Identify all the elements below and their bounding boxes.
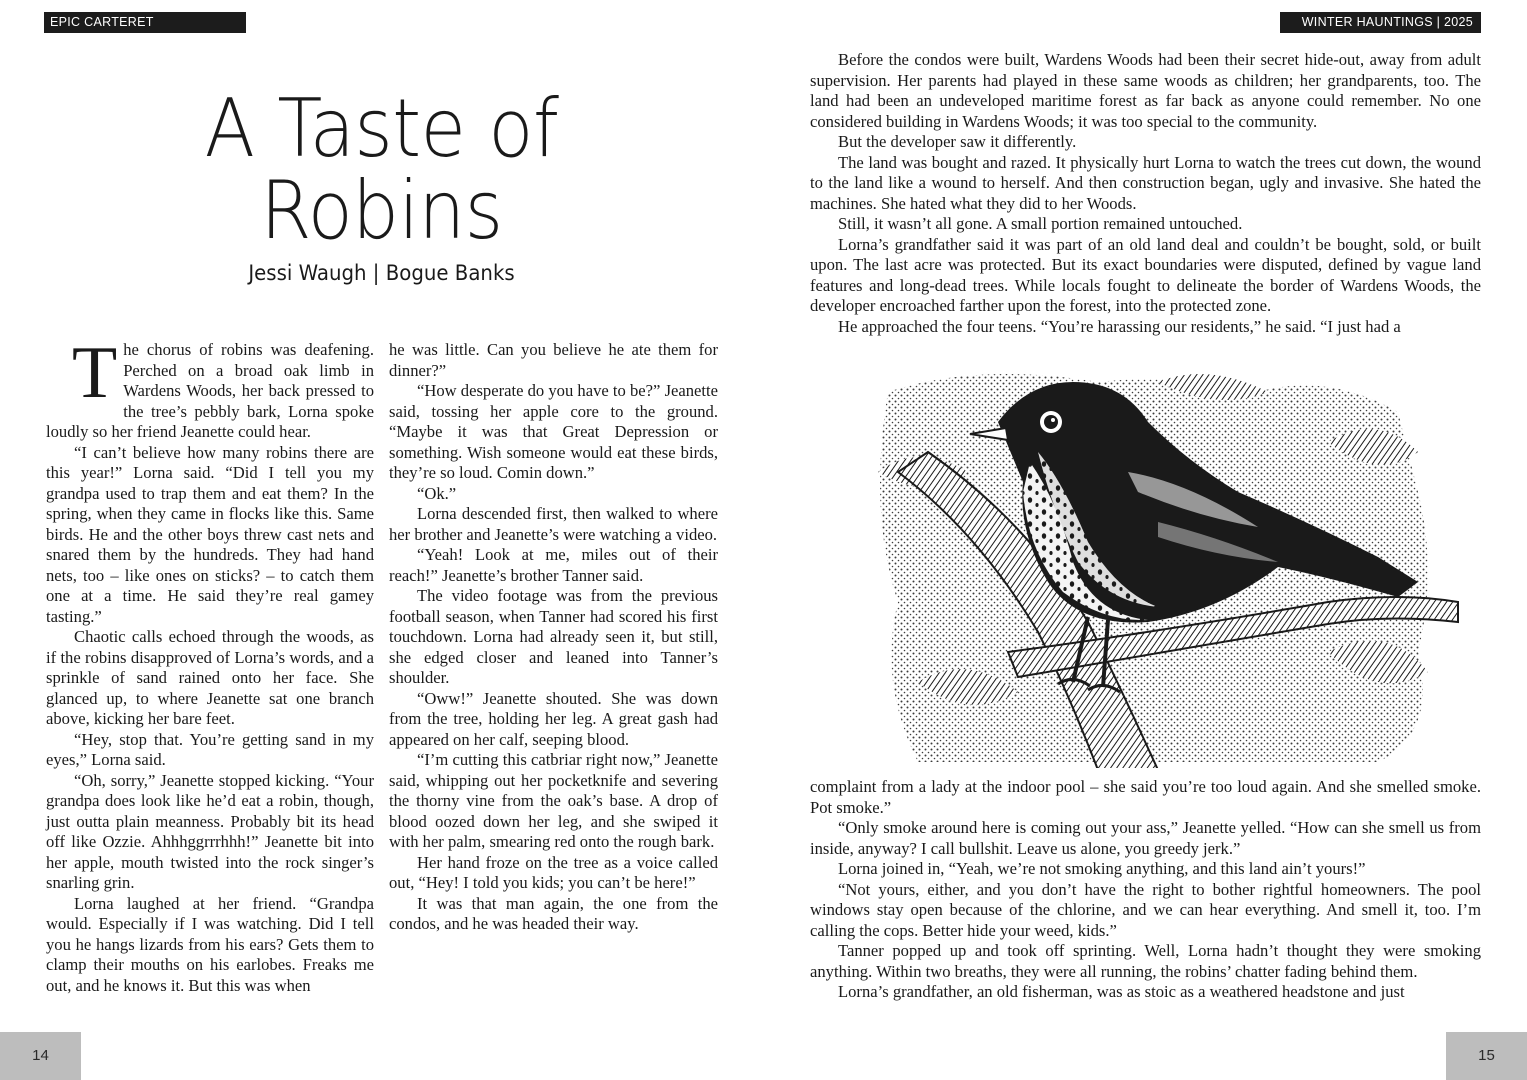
paragraph: “Yeah! Look at me, miles out of their reach!” Jeanette’s brother Tanner said.: [389, 545, 718, 585]
paragraph: Lorna descended first, then walked to where her brother and Jeanette’s were watching a video.: [389, 504, 718, 544]
paragraph: Her hand froze on the tree as a voice called out, “Hey! I told you kids; you can’t be here!”: [389, 852, 718, 892]
paragraph: Chaotic calls echoed through the woods, as if the robins disapproved of Lorna’s words, and a sprinkle of sand rained onto her face. She glanced up, to where Jeanette sat one branch above, kicking her bare feet.: [46, 627, 374, 728]
paragraph: He approached the four teens. “You’re harassing our residents,” he said. “I just had a: [838, 316, 1401, 336]
paragraph: “Oww!” Jeanette shouted. She was down from the tree, holding her leg. A great gash had appeared on her calf, seeping blood.: [389, 688, 718, 749]
paragraph: “I can’t believe how many robins there are this year!” Lorna said. “Did I tell you my grandpa used to trap them and eat them? In the spring, when they came in flocks like this. Same birds. He and the other boys threw cast nets and snared them by the hundreds. They had hand nets, too – like ones on sticks? – to catch them one at a time. He said they’re real gamey tasting.”: [46, 442, 374, 626]
paragraph: But the developer saw it differently.: [838, 132, 1077, 151]
paragraph: “Oh, sorry,” Jeanette stopped kicking. “Your grandpa does look like he’d eat a robin, though, just outta plain meanness. Probably bit its head off like Ozzie. Ahhhggrrrhhh!” Jeanette bit into her apple, mouth twisted into the rock singer’s snarling grin.: [46, 770, 374, 892]
paragraph: “Not yours, either, and you don’t have the right to bother rightful homeowners. The pool windows stay open because of the chlorine, and we can hear everything. And smell it, too. I’m calling the cops. Better hide your weed, kids.”: [810, 879, 1481, 940]
running-header-right: WINTER HAUNTINGS | 2025: [1280, 12, 1481, 33]
robin-engraving-illustration: [858, 352, 1462, 770]
paragraph-text: he chorus of robins was deafening. Perched on a broad oak limb in Wardens Woods, her back pressed to the tree’s pebbly bark, Lorna spoke loudly so her friend Jeanette could hear.: [46, 340, 374, 441]
running-header-left: EPIC CARTERET: [44, 12, 246, 33]
paragraph: “How desperate do you have to be?” Jeanette said, tossing her apple core to the ground. “Maybe it was that Great Depression or something. Wish someone would eat these birds, they’re so loud. Comin down.”: [389, 381, 718, 482]
paragraph: complaint from a lady at the indoor pool – she said you’re too loud again. And she smelled smoke. Pot smoke.”: [810, 777, 1481, 817]
paragraph: Still, it wasn’t all gone. A small portion remained untouched.: [838, 214, 1243, 233]
paragraph: Lorna laughed at her friend. “Grandpa would. Especially if I was watching. Did I tell you he hangs lizards from his ears? Gets them to clamp their mouths on his earlobes. Freaks me out, and he knows it. But this was when: [46, 893, 374, 995]
paragraph: “Hey, stop that. You’re getting sand in my eyes,” Lorna said.: [46, 729, 374, 769]
text-column-4: [810, 777, 1481, 1003]
title-line-1: A Taste of: [204, 82, 559, 175]
paragraph: he was little. Can you believe he ate them for dinner?”: [389, 340, 718, 380]
right-page: [763, 0, 1527, 1080]
page-number-left: 14: [0, 1032, 81, 1080]
drop-cap: T: [72, 332, 118, 414]
left-page: [0, 0, 763, 1080]
paragraph: The video footage was from the previous football season, when Tanner had scored his first touchdown. Lorna had already seen it, but still, she edged closer and leaned into Tanner’s shoulder.: [389, 586, 718, 687]
paragraph: Before the condos were built, Wardens Woods had been their secret hide-out, away from adult supervision. Her parents had played in these same woods as children; her grandparents, too. The land had been an undeveloped maritime forest as far back as anyone could remember. No one considered building in Wardens Woods; it was too special to the community.: [810, 50, 1481, 131]
paragraph: “Only smoke around here is coming out your ass,” Jeanette yelled. “How can she smell us from inside, anyway? I call bullshit. Leave us alone, you greedy jerk.”: [810, 818, 1481, 858]
paragraph: “I’m cutting this catbriar right now,” Jeanette said, whipping out her pocketknife and severing the thorny vine from the oak’s base. A drop of blood oozed down her leg, and she swiped it with her palm, smearing red onto the rough bark.: [389, 750, 718, 851]
paragraph: The land was bought and razed. It physically hurt Lorna to watch the trees cut down, the wound to the land like a wound to herself. And then construction began, ugly and invasive. She hated the machines. She hated what they did to her Woods.: [810, 152, 1481, 213]
paragraph: Lorna’s grandfather, an old fisherman, was as stoic as a weathered headstone and just: [838, 982, 1405, 1001]
paragraph: Lorna’s grandfather said it was part of an old land deal and couldn’t be bought, sold, or built upon. The last acre was protected. But its exact boundaries were disputed, defined by vague land features and long-dead trees. While locals fought to delineate the border of Wardens Woods, the developer encroached farther upon the forest, into the protected zone.: [810, 234, 1481, 315]
paragraph: It was that man again, the one from the condos, and he was headed their way.: [389, 893, 718, 933]
text-column-1: [46, 332, 374, 996]
paragraph: [46, 332, 374, 443]
text-column-2: [389, 340, 718, 935]
byline: Jessi Waugh | Bogue Banks: [248, 261, 515, 285]
text-column-3: [810, 50, 1481, 337]
paragraph: Tanner popped up and took off sprinting. Well, Lorna hadn’t thought they were smoking anything. Within two breaths, they were all running, the robins’ chatter fading behind them.: [810, 941, 1481, 981]
article-title: [31, 82, 733, 257]
paragraph: “Ok.”: [417, 483, 457, 503]
page-number-right: 15: [1446, 1032, 1527, 1080]
title-line-2: Robins: [260, 164, 503, 257]
paragraph: Lorna joined in, “Yeah, we’re not smoking anything, and this land ain’t yours!”: [838, 859, 1366, 878]
